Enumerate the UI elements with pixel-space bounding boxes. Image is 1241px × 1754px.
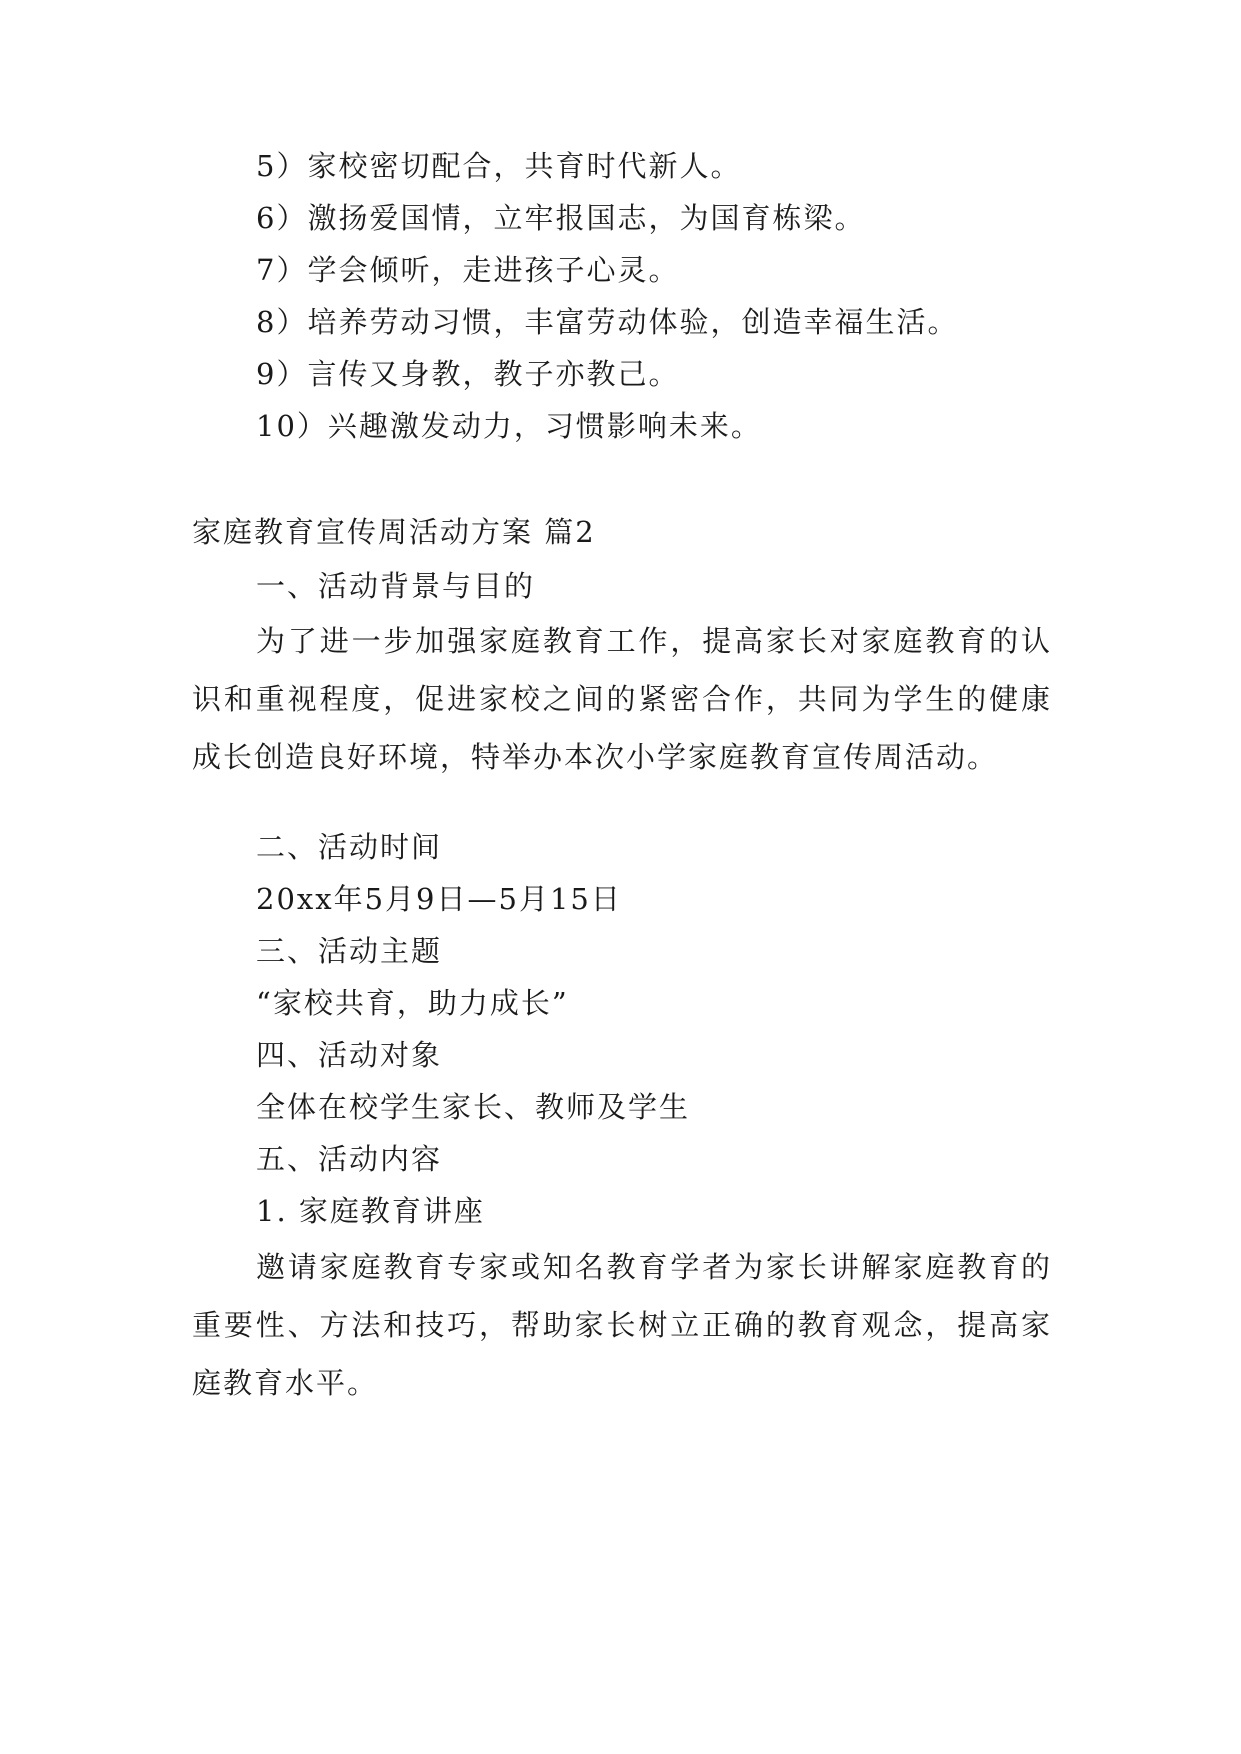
time-text: 20xx年5月9日—5月15日 xyxy=(256,882,622,916)
paragraph-background: 为了进一步加强家庭教育工作，提高家长对家庭教育的认识和重视程度，促进家校之间的紧密合作，共同为学生的健康成长创造良好环境，特举办本次小学家庭教育宣传周活动。 xyxy=(192,624,1052,774)
list-item: 5）家校密切配合，共育时代新人。 xyxy=(256,149,742,183)
list-item: 7）学会倾听，走进孩子心灵。 xyxy=(256,253,680,287)
heading-background: 一、活动背景与目的 xyxy=(256,569,536,603)
heading-theme: 三、活动主题 xyxy=(256,934,443,968)
theme-text: “家校共育，助力成长” xyxy=(256,986,569,1020)
heading-audience: 四、活动对象 xyxy=(256,1038,443,1072)
list-item: 6）激扬爱国情，立牢报国志，为国育栋梁。 xyxy=(256,201,866,235)
list-item: 9）言传又身教，教子亦教己。 xyxy=(256,357,680,391)
subheading-lecture: 1. 家庭教育讲座 xyxy=(256,1194,485,1228)
paragraph-lecture: 邀请家庭教育专家或知名教育学者为家长讲解家庭教育的重要性、方法和技巧，帮助家长树立正确的教育观念，提高家庭教育水平。 xyxy=(192,1250,1052,1400)
audience-text: 全体在校学生家长、教师及学生 xyxy=(256,1090,691,1124)
section-title: 家庭教育宣传周活动方案 篇2 xyxy=(192,515,596,549)
heading-content: 五、活动内容 xyxy=(256,1142,443,1176)
list-item: 10）兴趣激发动力，习惯影响未来。 xyxy=(256,409,762,443)
list-item: 8）培养劳动习惯，丰富劳动体验，创造幸福生活。 xyxy=(256,305,959,339)
heading-time: 二、活动时间 xyxy=(256,830,443,864)
